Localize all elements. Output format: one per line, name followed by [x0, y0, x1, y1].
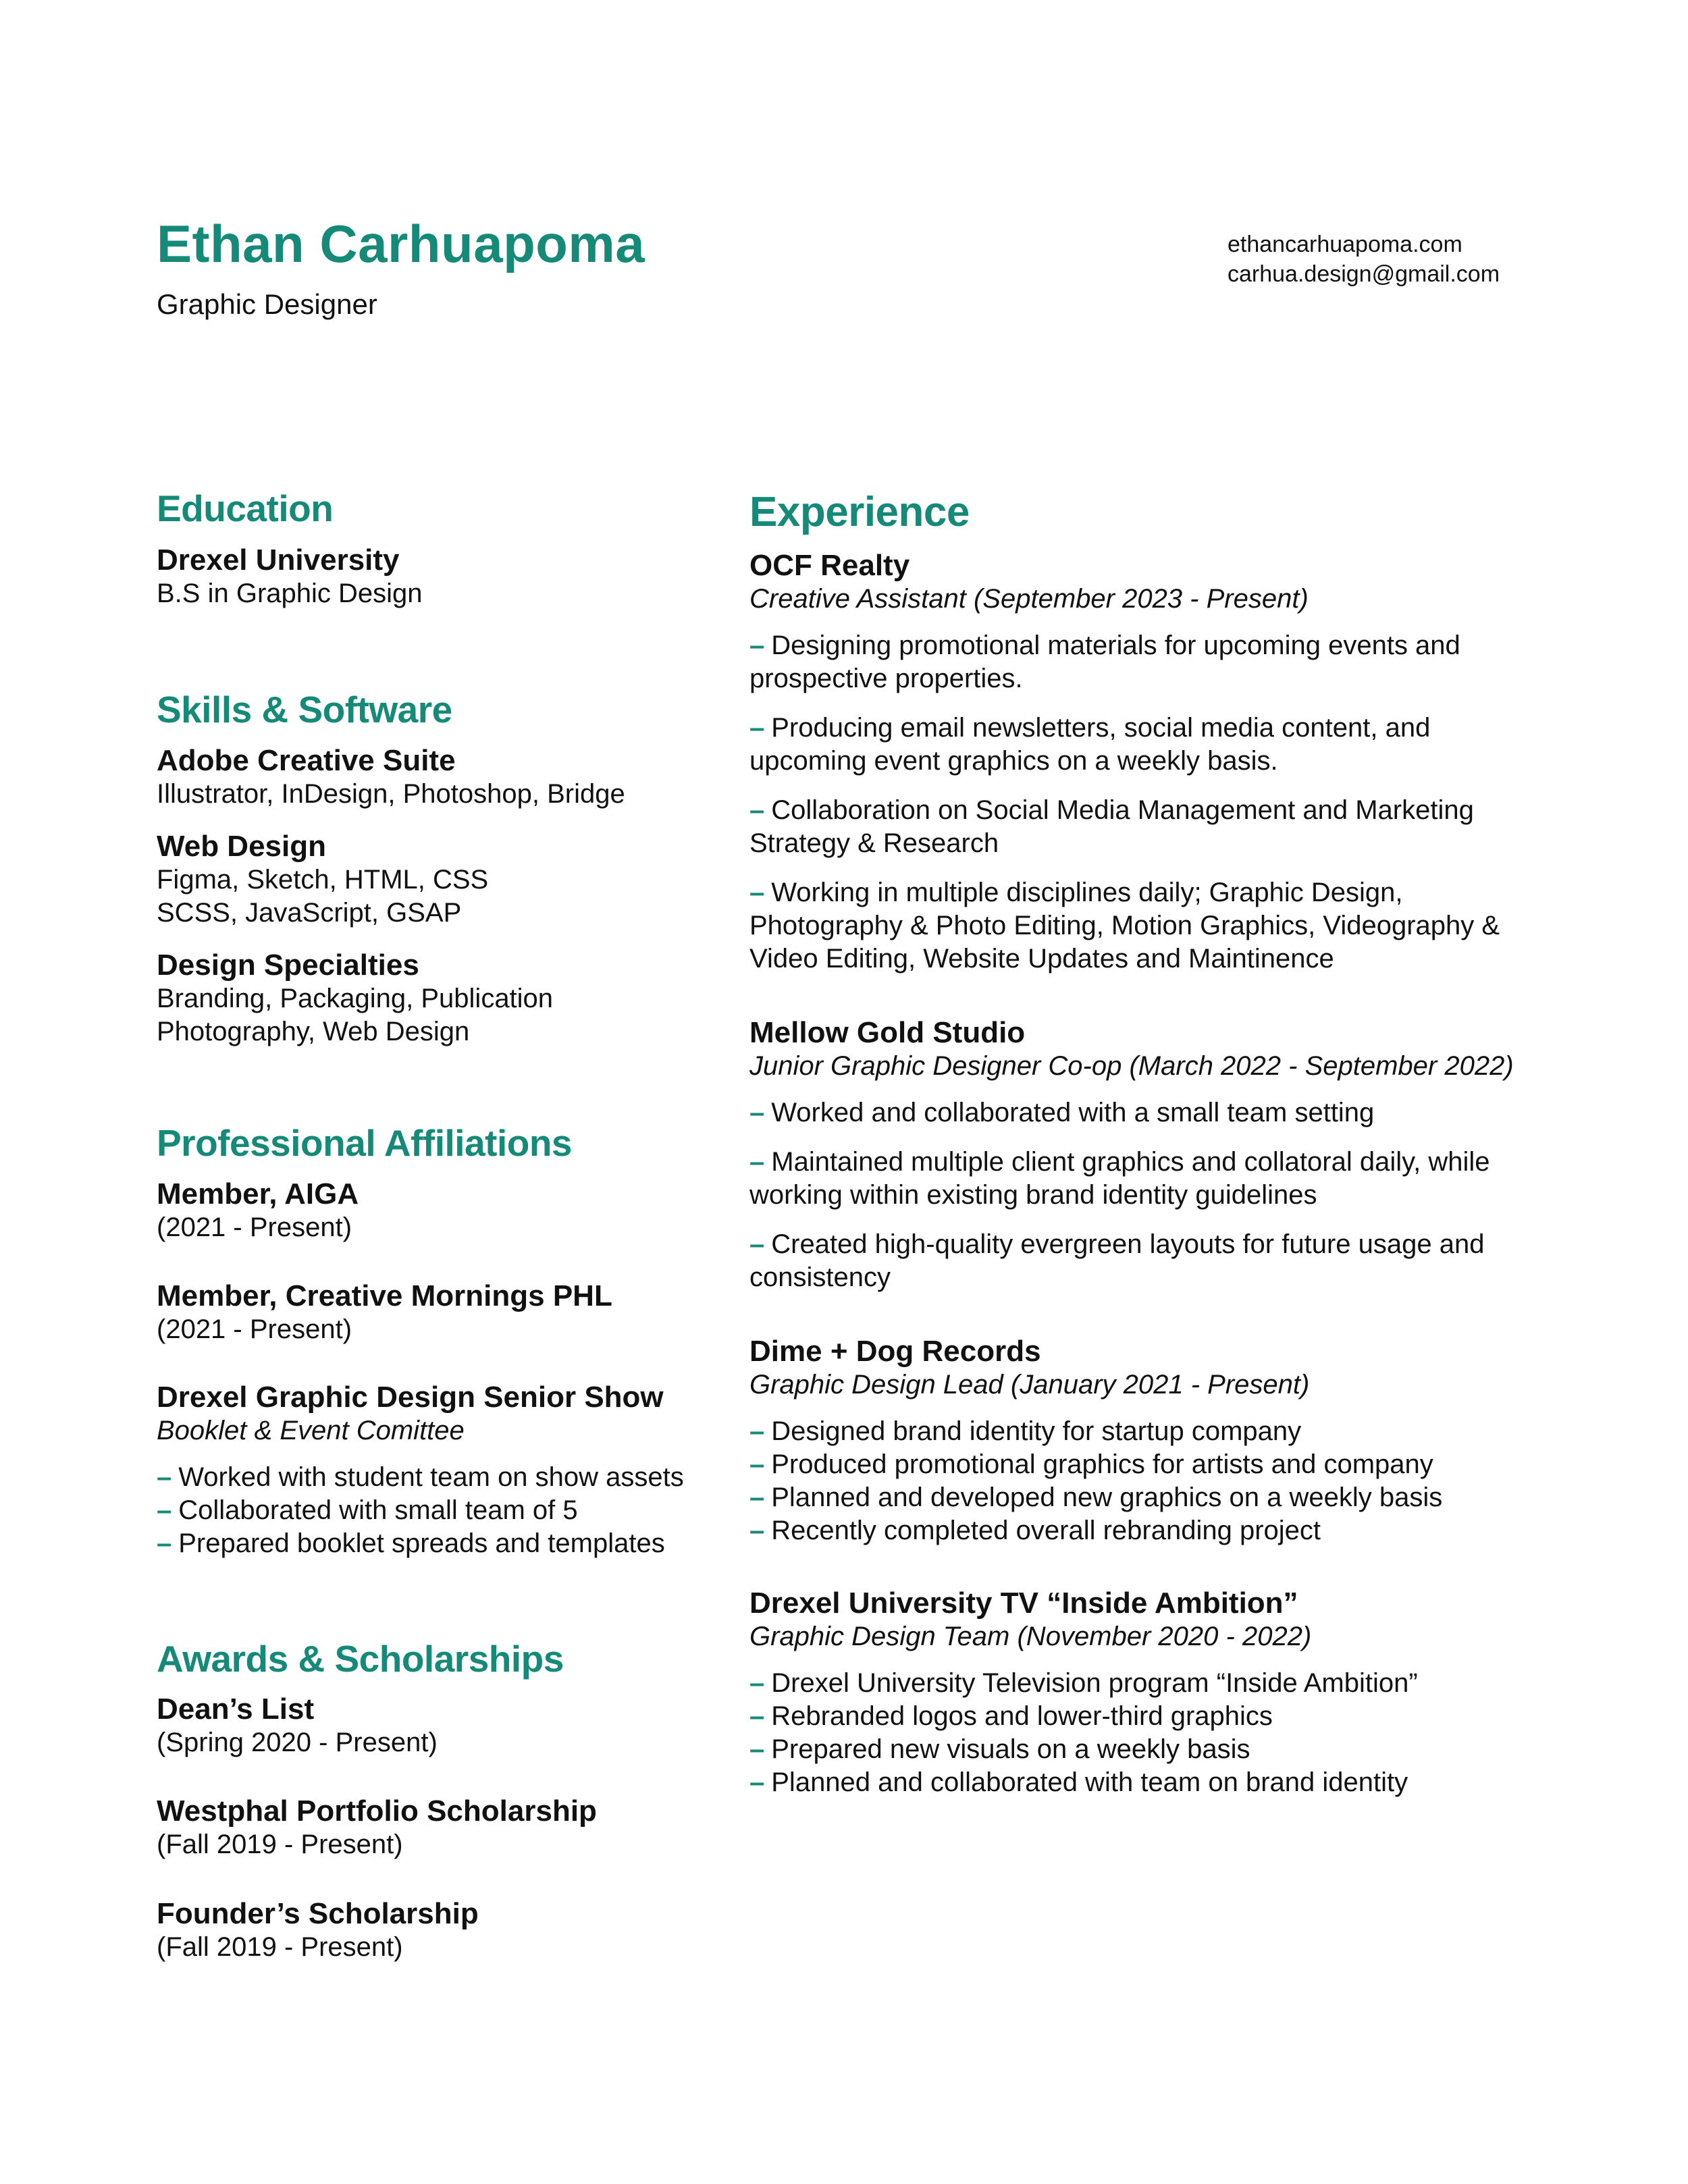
award-item	[157, 1897, 751, 1964]
affiliation-item	[157, 1381, 751, 1560]
website-link[interactable]: ethancarhuapoma.com	[1228, 232, 1462, 257]
bullet-item: – Recently completed overall rebranding project	[749, 1516, 1321, 1545]
dash-icon: –	[749, 1483, 765, 1512]
bullet-list	[157, 1461, 751, 1560]
bullet-item: – Planned and collaborated with team on brand identity	[749, 1767, 1408, 1797]
affiliation-name: Member, AIGA	[157, 1177, 359, 1210]
job-entry	[749, 549, 1580, 976]
skill-group-line: Branding, Packaging, Publication	[157, 984, 554, 1013]
company-name: OCF Realty	[749, 549, 910, 582]
experience-title: Experience	[749, 489, 970, 535]
job-position: Creative Assistant (September 2023 - Present)	[749, 584, 1309, 614]
dash-icon: –	[749, 1416, 765, 1446]
bullet-list	[749, 1415, 1580, 1547]
job-entry	[749, 1587, 1580, 1799]
dash-icon: –	[749, 713, 765, 743]
bullet-item: – Working in multiple disciplines daily; Graphic Design, Photography & Photo Editing, Motion Graphics, Videography & Video Editing, Website Updates and Maintinence	[749, 878, 1500, 974]
dash-icon: –	[749, 1701, 765, 1731]
dash-icon: –	[749, 1668, 765, 1698]
award-detail: (Spring 2020 - Present)	[157, 1728, 438, 1757]
bullet-item: – Worked with student team on show assets	[157, 1462, 684, 1492]
dash-icon: –	[157, 1528, 172, 1558]
bullet-list	[749, 1667, 1580, 1799]
skill-group	[157, 949, 751, 1048]
award-detail: (Fall 2019 - Present)	[157, 1932, 403, 1962]
dash-icon: –	[157, 1462, 172, 1492]
award-name: Westphal Portfolio Scholarship	[157, 1794, 597, 1828]
affiliation-item	[157, 1279, 751, 1346]
bullet-item: – Maintained multiple client graphics and collatoral daily, while working within existing brand identity guidelines	[749, 1147, 1490, 1210]
affiliation-item	[157, 1177, 751, 1244]
bullet-item: – Producing email newsletters, social media content, and upcoming event graphics on a weekly basis.	[749, 713, 1431, 776]
education-title: Education	[157, 487, 334, 529]
education-block	[157, 543, 751, 610]
job-position: Graphic Design Lead (January 2021 - Present)	[749, 1370, 1310, 1400]
bullet-item: – Rebranded logos and lower-third graphics	[749, 1701, 1273, 1731]
award-name: Dean’s List	[157, 1693, 315, 1726]
skill-group-name: Web Design	[157, 830, 327, 863]
awards-title: Awards & Scholarships	[157, 1638, 564, 1680]
bullet-item: – Designing promotional materials for upcoming events and prospective properties.	[749, 631, 1460, 693]
dash-icon: –	[749, 1734, 765, 1764]
skill-group-line: SCSS, JavaScript, GSAP	[157, 898, 462, 928]
bullet-item: – Planned and developed new graphics on a weekly basis	[749, 1483, 1443, 1512]
affiliation-detail: Booklet & Event Comittee	[157, 1416, 465, 1445]
affiliations-title: Professional Affiliations	[157, 1122, 573, 1164]
affiliation-name: Member, Creative Mornings PHL	[157, 1279, 612, 1312]
school-name: Drexel University	[157, 543, 400, 577]
affiliation-detail: (2021 - Present)	[157, 1314, 352, 1344]
bullet-item: – Drexel University Television program “Inside Ambition”	[749, 1668, 1418, 1698]
dash-icon: –	[157, 1495, 172, 1525]
dash-icon: –	[749, 1449, 765, 1479]
dash-icon: –	[749, 1516, 765, 1545]
bullet-item: – Prepared new visuals on a weekly basis	[749, 1734, 1250, 1764]
resume-role: Graphic Designer	[157, 288, 377, 320]
dash-icon: –	[749, 795, 765, 825]
skill-group-name: Adobe Creative Suite	[157, 744, 456, 777]
bullet-item: – Designed brand identity for startup company	[749, 1416, 1302, 1446]
resume-name: Ethan Carhuapoma	[157, 214, 645, 273]
award-item	[157, 1693, 751, 1759]
skills-title: Skills & Software	[157, 689, 452, 730]
award-detail: (Fall 2019 - Present)	[157, 1830, 403, 1859]
bullet-item: – Prepared booklet spreads and templates	[157, 1528, 665, 1558]
skill-group-line: Illustrator, InDesign, Photoshop, Bridge	[157, 779, 625, 809]
company-name: Drexel University TV “Inside Ambition”	[749, 1587, 1298, 1620]
company-name: Dime + Dog Records	[749, 1335, 1041, 1368]
job-entry	[749, 1335, 1580, 1547]
job-position: Graphic Design Team (November 2020 - 2022)	[749, 1622, 1312, 1651]
dash-icon: –	[749, 631, 765, 660]
skill-group-name: Design Specialties	[157, 949, 419, 982]
bullet-item: – Collaborated with small team of 5	[157, 1495, 578, 1525]
bullet-item: – Produced promotional graphics for artists and company	[749, 1449, 1433, 1479]
bullet-item: – Worked and collaborated with a small team setting	[749, 1098, 1375, 1127]
award-name: Founder’s Scholarship	[157, 1897, 479, 1930]
skill-group	[157, 830, 751, 930]
job-entry	[749, 1016, 1580, 1294]
bullet-item: – Collaboration on Social Media Management and Marketing Strategy & Research	[749, 795, 1474, 858]
contact-info	[1228, 230, 1500, 289]
dash-icon: –	[749, 878, 765, 907]
job-position: Junior Graphic Designer Co-op (March 2022 - September 2022)	[749, 1051, 1514, 1081]
dash-icon: –	[749, 1098, 765, 1127]
bullet-list	[749, 1096, 1580, 1294]
affiliation-name: Drexel Graphic Design Senior Show	[157, 1381, 664, 1414]
degree: B.S in Graphic Design	[157, 579, 423, 608]
email-link[interactable]: carhua.design@gmail.com	[1228, 261, 1500, 287]
company-name: Mellow Gold Studio	[749, 1016, 1026, 1049]
bullet-list	[749, 629, 1580, 976]
bullet-item: – Created high-quality evergreen layouts for future usage and consistency	[749, 1229, 1485, 1292]
skill-group-line: Figma, Sketch, HTML, CSS	[157, 865, 489, 895]
dash-icon: –	[749, 1229, 765, 1259]
dash-icon: –	[749, 1147, 765, 1177]
award-item	[157, 1794, 751, 1861]
skill-group	[157, 744, 751, 811]
dash-icon: –	[749, 1767, 765, 1797]
affiliation-detail: (2021 - Present)	[157, 1213, 352, 1242]
skill-group-line: Photography, Web Design	[157, 1017, 470, 1046]
